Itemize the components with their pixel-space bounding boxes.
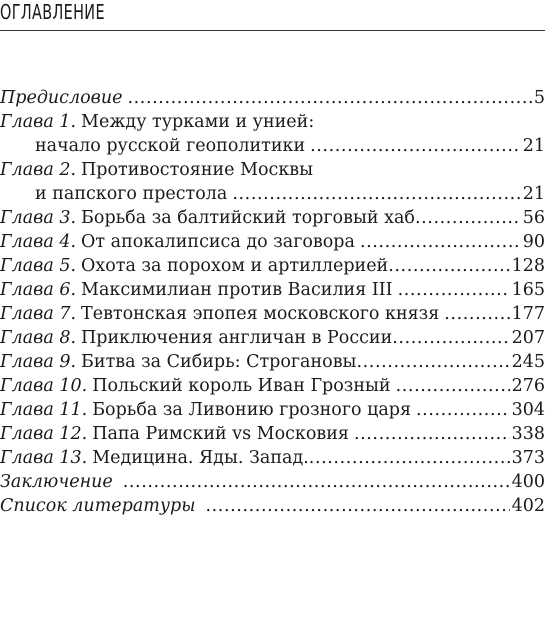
toc-entry-label: Глава 10. bbox=[0, 376, 88, 396]
toc-entry-label: Глава 12. bbox=[0, 424, 88, 444]
toc-entry-label: Глава 5. bbox=[0, 256, 77, 276]
toc-entry-bibliography[interactable] bbox=[0, 494, 545, 518]
toc-entry-title-continued: начало русской геополитики bbox=[35, 136, 306, 156]
toc-entry-title-continued: и папского престола bbox=[35, 184, 228, 204]
toc-entry-label: Глава 1. bbox=[0, 112, 77, 132]
toc-entry-label: Глава 9. bbox=[0, 352, 77, 372]
toc-entry-title: От апокалипсиса до заговора bbox=[81, 232, 355, 252]
toc-list bbox=[0, 86, 545, 518]
dot-leader bbox=[388, 254, 509, 278]
toc-entry-label: Заключение bbox=[0, 472, 113, 492]
dot-leader bbox=[127, 86, 531, 110]
toc-entry-title: Битва за Сибирь: Строгановы bbox=[81, 352, 357, 372]
toc-entry-title: Охота за порохом и артиллерией bbox=[81, 256, 389, 276]
toc-entry-chapter-4[interactable] bbox=[0, 230, 545, 254]
toc-entry-title: Папа Римский vs Московия bbox=[92, 424, 349, 444]
toc-page-number: 177 bbox=[511, 304, 545, 324]
dot-leader bbox=[415, 206, 521, 230]
toc-entry-chapter-5[interactable] bbox=[0, 254, 545, 278]
toc-entry-label: Глава 4. bbox=[0, 232, 77, 252]
toc-entry-title: Между турками и унией: bbox=[81, 112, 315, 132]
toc-page-number: 338 bbox=[511, 424, 545, 444]
dot-leader bbox=[396, 374, 510, 398]
dot-leader bbox=[354, 422, 510, 446]
toc-entry-title: Польский король Иван Грозный bbox=[92, 376, 391, 396]
toc-entry-title: Медицина. Яды. Запад. bbox=[92, 448, 309, 468]
dot-leader bbox=[310, 134, 521, 158]
toc-entry-title: Борьба за балтийский торговый хаб bbox=[81, 208, 415, 228]
toc-page-number: 5 bbox=[533, 88, 545, 108]
toc-entry-chapter-8[interactable] bbox=[0, 326, 545, 350]
dot-leader bbox=[416, 398, 510, 422]
toc-page-number: 207 bbox=[511, 328, 545, 348]
dot-leader bbox=[444, 302, 509, 326]
toc-entry-chapter-10[interactable] bbox=[0, 374, 545, 398]
toc-entry-label: Глава 13. bbox=[0, 448, 88, 468]
toc-page-number: 373 bbox=[511, 448, 545, 468]
toc-entry-label: Предисловие bbox=[0, 88, 123, 108]
toc-entry-chapter-11[interactable] bbox=[0, 398, 545, 422]
toc-entry-label: Глава 3. bbox=[0, 208, 77, 228]
toc-page-number: 402 bbox=[511, 496, 545, 516]
dot-leader bbox=[356, 350, 509, 374]
toc-page-number: 21 bbox=[522, 136, 545, 156]
dot-leader bbox=[123, 470, 510, 494]
toc-page-number: 165 bbox=[511, 280, 545, 300]
toc-entry-chapter-6[interactable] bbox=[0, 278, 545, 302]
toc-entry-label: Глава 8. bbox=[0, 328, 77, 348]
toc-entry-title: Борьба за Ливонию грозного царя bbox=[92, 400, 412, 420]
toc-entry-chapter-3[interactable] bbox=[0, 206, 545, 230]
toc-page-number: 245 bbox=[511, 352, 545, 372]
toc-page-number: 276 bbox=[511, 376, 545, 396]
dot-leader bbox=[398, 278, 510, 302]
title-divider bbox=[0, 30, 545, 31]
toc-entry-title: Противостояние Москвы bbox=[81, 160, 314, 180]
toc-page-number: 128 bbox=[511, 256, 545, 276]
toc-entry-chapter-2[interactable] bbox=[0, 158, 545, 206]
toc-entry-title: Приключения англичан в России bbox=[81, 328, 393, 348]
dot-leader bbox=[232, 182, 520, 206]
toc-page-number: 304 bbox=[511, 400, 545, 420]
toc-entry-conclusion[interactable] bbox=[0, 470, 545, 494]
toc-entry-chapter-1[interactable] bbox=[0, 110, 545, 158]
toc-entry-label: Глава 7. bbox=[0, 304, 77, 324]
toc-page-number: 90 bbox=[522, 232, 545, 252]
page-title: ОГЛАВЛЕНИЕ bbox=[0, 0, 105, 24]
dot-leader bbox=[205, 494, 509, 518]
toc-entry-title: Тевтонская эпопея московского князя bbox=[81, 304, 440, 324]
toc-entry-label: Список литературы bbox=[0, 496, 196, 516]
dot-leader bbox=[309, 446, 510, 470]
dot-leader bbox=[392, 326, 509, 350]
toc-entry-chapter-12[interactable] bbox=[0, 422, 545, 446]
toc-page-number: 56 bbox=[522, 208, 545, 228]
toc-page-number: 21 bbox=[522, 184, 545, 204]
toc-entry-label: Глава 6. bbox=[0, 280, 77, 300]
toc-entry-chapter-13[interactable] bbox=[0, 446, 545, 470]
toc-entry-title: Максимилиан против Василия III bbox=[81, 280, 393, 300]
dot-leader bbox=[360, 230, 521, 254]
toc-entry-preface[interactable] bbox=[0, 86, 545, 110]
toc-entry-label: Глава 2. bbox=[0, 160, 77, 180]
toc-entry-chapter-7[interactable] bbox=[0, 302, 545, 326]
toc-entry-label: Глава 11. bbox=[0, 400, 88, 420]
toc-entry-chapter-9[interactable] bbox=[0, 350, 545, 374]
toc-page-number: 400 bbox=[511, 472, 545, 492]
